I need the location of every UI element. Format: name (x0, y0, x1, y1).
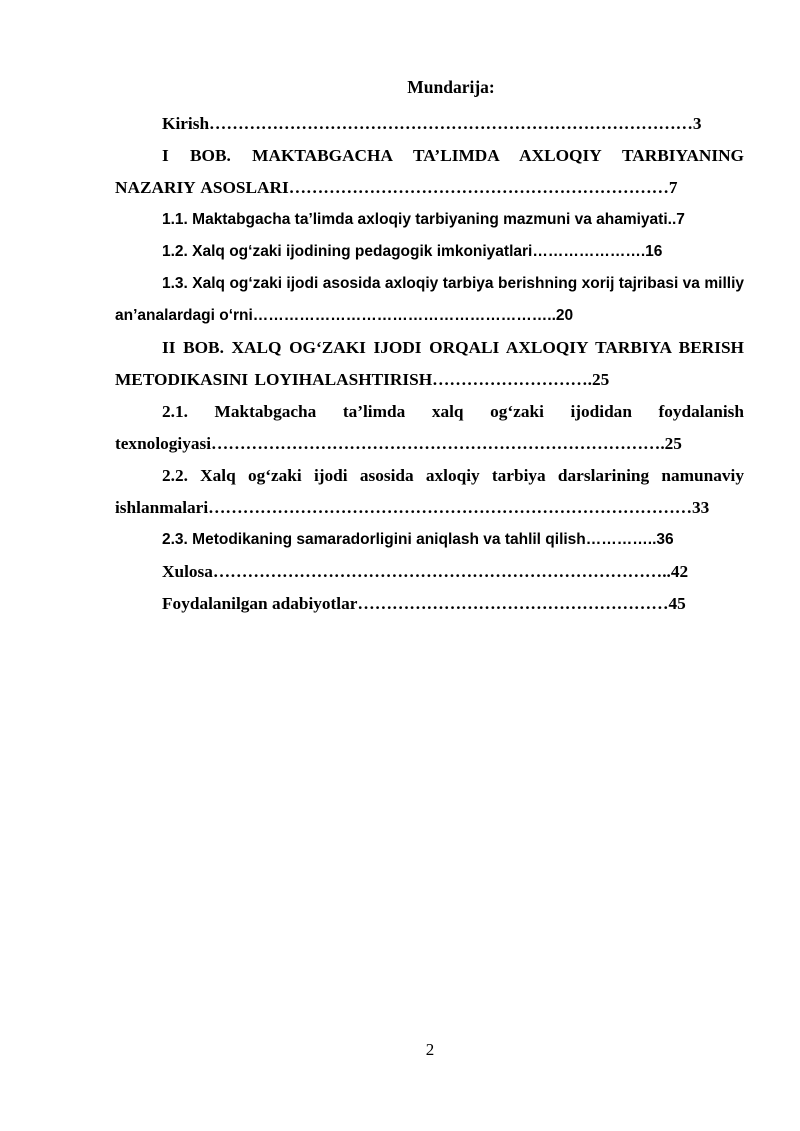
toc-entry-section-2-2: 2.2. Xalq og‘zaki ijodi asosida axloqiy tarbiya darslarining namunaviy ishlanmalari…………………………………………………………………………33 (115, 466, 744, 517)
toc-entry-chapter-1: I BOB. MAKTABGACHA TA’LIMDA AXLOQIY TARBIYANING NAZARIY ASOSLARI…………………………………………………………7 (115, 146, 744, 197)
toc-entry-section-1-3: 1.3. Xalq og‘zaki ijodi asosida axloqiy tarbiya berishning xorij tajribasi va milliy an’analardagi o‘rni…………………………………………………..20 (115, 275, 744, 324)
toc-entry-xulosa: Xulosa……………………………………………………………………..42 (162, 562, 689, 581)
page-number: 2 (425, 1040, 435, 1059)
toc-entry-kirish: Kirish…………………………………………………………………………3 (162, 114, 702, 133)
toc-entry-section-1-2: 1.2. Xalq og‘zaki ijodining pedagogik imkoniyatlari………………….16 (162, 243, 663, 260)
table-of-contents (115, 108, 744, 620)
toc-entry-section-2-3: 2.3. Metodikaning samaradorligini aniqlash va tahlil qilish…………..36 (162, 531, 674, 548)
toc-entry-references: Foydalanilgan adabiyotlar………………………………………………45 (162, 594, 686, 613)
toc-entry-chapter-2: II BOB. XALQ OG‘ZAKI IJODI ORQALI AXLOQIY TARBIYA BERISH METODIKASINI LOYIHALASHTIRISH……………………….25 (115, 338, 744, 389)
toc-entry-section-1-1: 1.1. Maktabgacha ta’limda axloqiy tarbiyaning mazmuni va ahamiyati..7 (162, 211, 685, 228)
toc-title: Mundarija: (407, 77, 495, 97)
toc-entry-section-2-1: 2.1. Maktabgacha ta’limda xalq og‘zaki ijodidan foydalanish texnologiyasi…………………………………………………………………….25 (115, 402, 744, 453)
